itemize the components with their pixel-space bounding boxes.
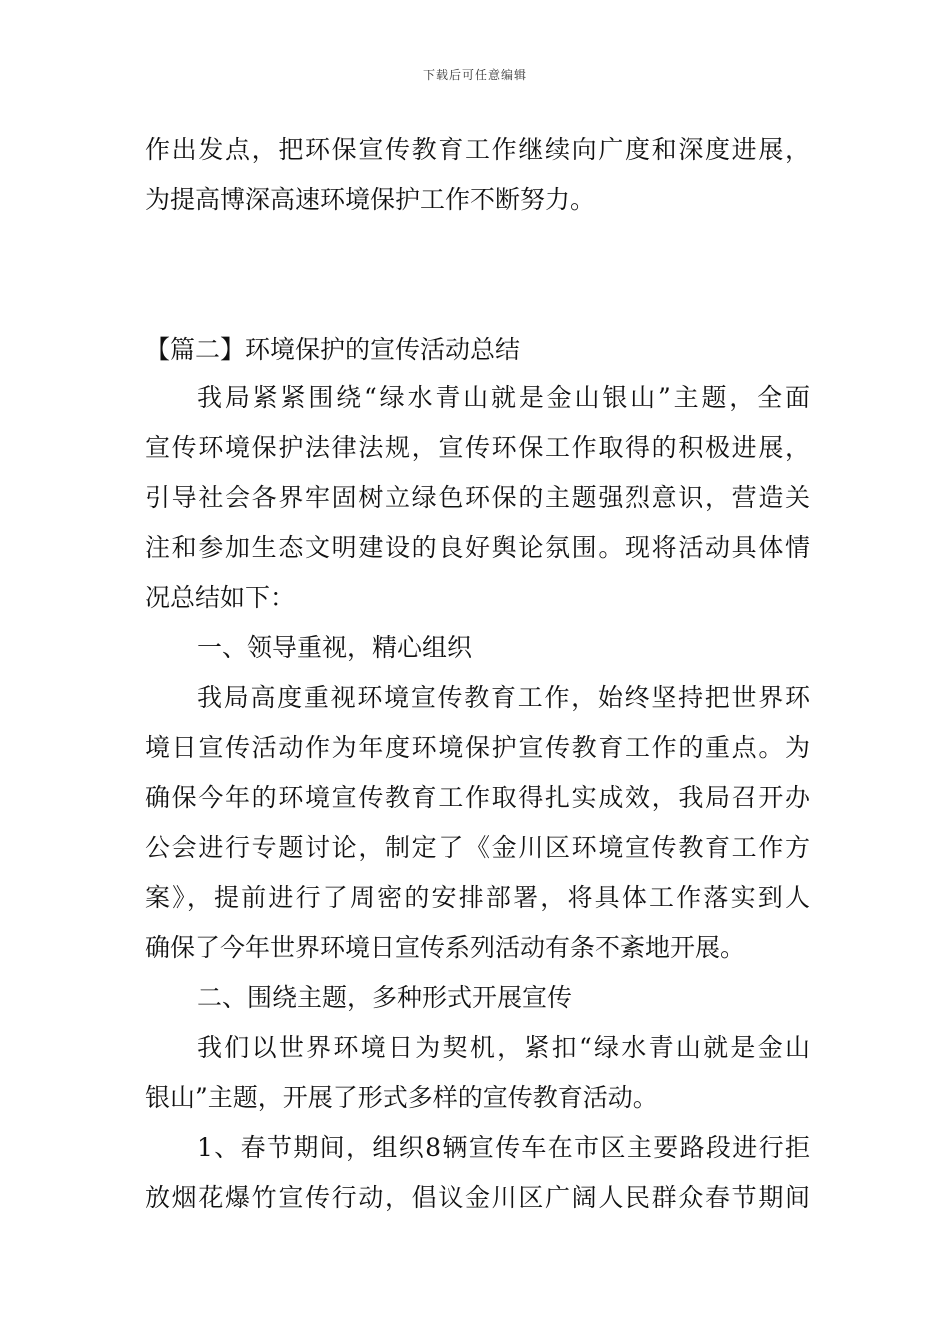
- intro-paragraph-line: 注和参加生态文明建设的良好舆论氛围。现将活动具体情: [145, 533, 810, 562]
- heading-1: 一、领导重视，精心组织: [197, 633, 473, 662]
- paragraph-1-line: 案》，提前进行了周密的安排部署，将具体工作落实到人: [145, 883, 810, 912]
- paragraph-1-line: 确保今年的环境宣传教育工作取得扎实成效，我局召开办: [145, 783, 810, 812]
- intro-paragraph-line: 况总结如下：: [145, 583, 296, 612]
- section-title: 【篇二】环境保护的宣传活动总结: [145, 335, 521, 364]
- paragraph-3-line: 1、春节期间，组织8辆宣传车在市区主要路段进行拒: [197, 1133, 810, 1162]
- paragraph-1-line: 确保了今年世界环境日宣传系列活动有条不紊地开展。: [145, 933, 746, 962]
- paragraph-1-line: 我局高度重视环境宣传教育工作，始终坚持把世界环: [197, 683, 810, 712]
- intro-paragraph-line: 引导社会各界牢固树立绿色环保的主题强烈意识，营造关: [145, 483, 810, 512]
- paragraph-2-line: 我们以世界环境日为契机，紧扣“绿水青山就是金山: [197, 1033, 810, 1062]
- paragraph-2-line: 银山”主题，开展了形式多样的宣传教育活动。: [145, 1083, 658, 1112]
- heading-2: 二、围绕主题，多种形式开展宣传: [197, 983, 573, 1012]
- top-paragraph-line: 作出发点，把环保宣传教育工作继续向广度和深度进展，: [145, 135, 810, 164]
- paragraph-1-line: 境日宣传活动作为年度环境保护宣传教育工作的重点。为: [145, 733, 810, 762]
- intro-paragraph-line: 宣传环境保护法律法规，宣传环保工作取得的积极进展，: [145, 433, 810, 462]
- top-paragraph-line: 为提高博深高速环境保护工作不断努力。: [145, 185, 596, 214]
- header-note: 下载后可任意编辑: [422, 68, 527, 82]
- paragraph-1-line: 公会进行专题讨论，制定了《金川区环境宣传教育工作方: [145, 833, 810, 862]
- paragraph-3-line: 放烟花爆竹宣传行动，倡议金川区广阔人民群众春节期间: [145, 1183, 810, 1212]
- intro-paragraph-line: 我局紧紧围绕“绿水青山就是金山银山”主题，全面: [197, 383, 810, 412]
